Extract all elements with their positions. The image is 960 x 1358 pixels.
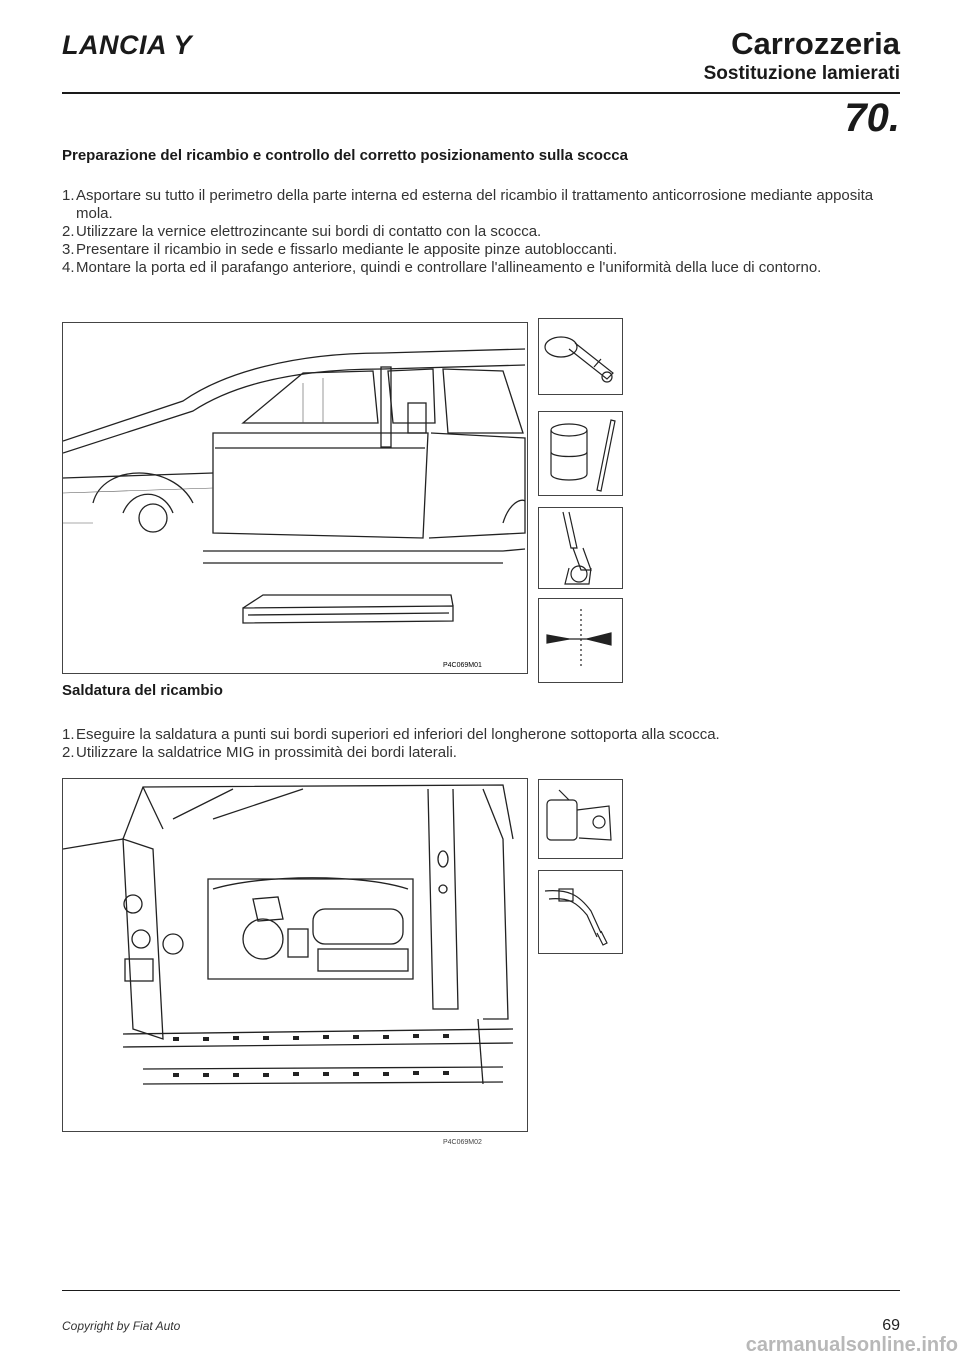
list-item [62, 726, 902, 744]
locking-pliers-icon [539, 508, 622, 588]
figure1-code: P4C069M01 [443, 662, 482, 669]
step-text: Utilizzare la vernice elettrozincante sui bordi di contatto con la scocca. [76, 223, 542, 240]
step-text: Presentare il ricambio in sede e fissarlo mediante le apposite pinze autobloccanti. [76, 241, 618, 258]
step-text: Asportare su tutto il perimetro della parte interna ed esterna del ricambio il trattamento anticorrosione mediante apposita mola. [76, 187, 874, 222]
step-number: 2. [62, 744, 75, 761]
angle-grinder-box [538, 318, 623, 395]
step-text: Montare la porta ed il parafango anteriore, quindi e controllare l'allineamento e l'uniformità della luce di contorno. [76, 259, 822, 276]
angle-grinder-icon [539, 319, 622, 394]
door-frame-illustration [63, 779, 527, 1131]
spot-welder-box [538, 779, 623, 859]
mig-torch-box [538, 870, 623, 954]
car-side-figure [62, 322, 528, 674]
list-item [62, 187, 902, 223]
step-number: 2. [62, 223, 75, 240]
page-number: 69 [882, 1317, 900, 1334]
car-side-illustration [63, 323, 527, 673]
clamp-symbol-box [538, 598, 623, 683]
list-item [62, 223, 902, 241]
header-rule [62, 92, 900, 94]
page-code: 70. [844, 96, 900, 140]
step-number: 4. [62, 259, 75, 276]
locking-pliers-box [538, 507, 623, 589]
section1-steps [62, 187, 902, 277]
mig-torch-icon [539, 871, 622, 953]
step-number: 1. [62, 187, 75, 204]
subsection-title: Sostituzione lamierati [703, 63, 900, 84]
clamp-symbol-icon [539, 599, 622, 682]
section-title: Carrozzeria [731, 26, 900, 61]
step-number: 1. [62, 726, 75, 743]
step-number: 3. [62, 241, 75, 258]
section2-heading: Saldatura del ricambio [62, 682, 223, 699]
figure2-code: P4C069M02 [443, 1139, 482, 1146]
section2-steps [62, 726, 902, 762]
watermark-text: carmanualsonline.info [745, 1334, 958, 1356]
section1-heading: Preparazione del ricambio e controllo del corretto posizionamento sulla scocca [62, 147, 628, 164]
step-text: Utilizzare la saldatrice MIG in prossimità dei bordi laterali. [76, 744, 457, 761]
paint-can-box [538, 411, 623, 496]
door-frame-figure [62, 778, 528, 1146]
list-item [62, 259, 902, 277]
step-text: Eseguire la saldatura a punti sui bordi superiori ed inferiori del longherone sottoporta alla scocca. [76, 726, 720, 743]
list-item [62, 241, 902, 259]
list-item [62, 744, 902, 762]
spot-welder-icon [539, 780, 622, 858]
copyright-text: Copyright by Fiat Auto [62, 1319, 181, 1333]
footer-rule [62, 1290, 900, 1291]
paint-can-icon [539, 412, 622, 495]
brand-title: LANCIA Y [62, 30, 193, 60]
